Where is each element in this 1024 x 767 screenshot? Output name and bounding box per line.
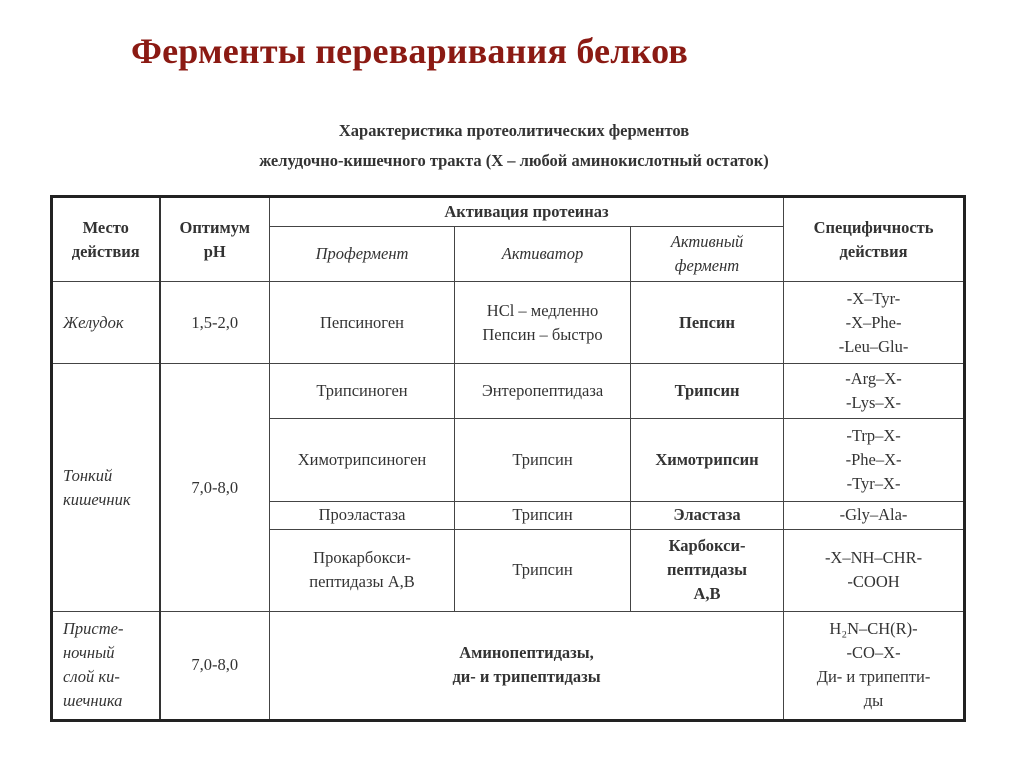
spec-parietal-layer: H₂N–CH(R)- -CO–X- Ди- и трипепти- ды (784, 611, 965, 720)
table-row-trypsin (52, 364, 965, 419)
ph-parietal-layer: 7,0-8,0 (160, 611, 270, 720)
header-specificity: Специфичность действия (784, 197, 965, 282)
header-activator: Активатор (455, 227, 631, 282)
header-activation: Активация протеиназ (270, 197, 784, 227)
proenzyme-trypsinogen: Трипсиноген (270, 364, 455, 419)
table-caption (170, 116, 858, 176)
spec-carboxypeptidase: -X–NH–CHR- -COOH (784, 529, 965, 611)
activator-carboxypeptidase: Трипсин (455, 529, 631, 611)
ph-small-intestine: 7,0-8,0 (160, 364, 270, 611)
place-small-intestine: Тонкий кишечник (52, 364, 160, 611)
header-place: Место действия (52, 197, 160, 282)
spec-chymotrypsin: -Trp–X- -Phe–X- -Tyr–X- (784, 419, 965, 501)
proenzyme-procarboxypeptidase: Прокарбокси- пептидазы A,B (270, 529, 455, 611)
header-ph: Оптимум pH (160, 197, 270, 282)
active-carboxypeptidase: Карбокси- пептидазы A,B (631, 529, 784, 611)
activator-stomach: HCl – медленно Пепсин – быстро (455, 282, 631, 364)
header-proenzyme: Профермент (270, 227, 455, 282)
proenzyme-pepsinogen: Пепсиноген (270, 282, 455, 364)
header-active-enzyme: Активный фермент (631, 227, 784, 282)
active-chymotrypsin: Химотрипсин (631, 419, 784, 501)
header-row-1 (52, 197, 965, 227)
spec-stomach: -X–Tyr- -X–Phe- -Leu–Glu- (784, 282, 965, 364)
place-parietal-layer: Присте- ночный слой ки- шечника (52, 611, 160, 720)
proenzyme-proelastase: Проэластаза (270, 501, 455, 529)
spec-elastase: -Gly–Ala- (784, 501, 965, 529)
parietal-enzymes: Аминопептидазы, ди- и трипептидазы (270, 611, 784, 720)
spec-trypsin: -Arg–X- -Lys–X- (784, 364, 965, 419)
slide-title: Ферменты переваривания белков (131, 31, 689, 71)
active-elastase: Эластаза (631, 501, 784, 529)
active-trypsin: Трипсин (631, 364, 784, 419)
place-stomach: Желудок (52, 282, 160, 364)
enzymes-table (50, 195, 966, 722)
activator-elastase: Трипсин (455, 501, 631, 529)
caption-line-1: Характеристика протеолитических ферментов (338, 121, 690, 140)
ph-stomach: 1,5-2,0 (160, 282, 270, 364)
proenzyme-chymotrypsinogen: Химотрипсиноген (270, 419, 455, 501)
caption-line-2: желудочно-кишечного тракта (X – любой аминокислотный остаток) (259, 151, 769, 170)
table-row-parietal (52, 611, 965, 720)
activator-enteropeptidase: Энтеропептидаза (455, 364, 631, 419)
active-pepsin: Пепсин (631, 282, 784, 364)
table-row-stomach (52, 282, 965, 364)
activator-chymotrypsin: Трипсин (455, 419, 631, 501)
